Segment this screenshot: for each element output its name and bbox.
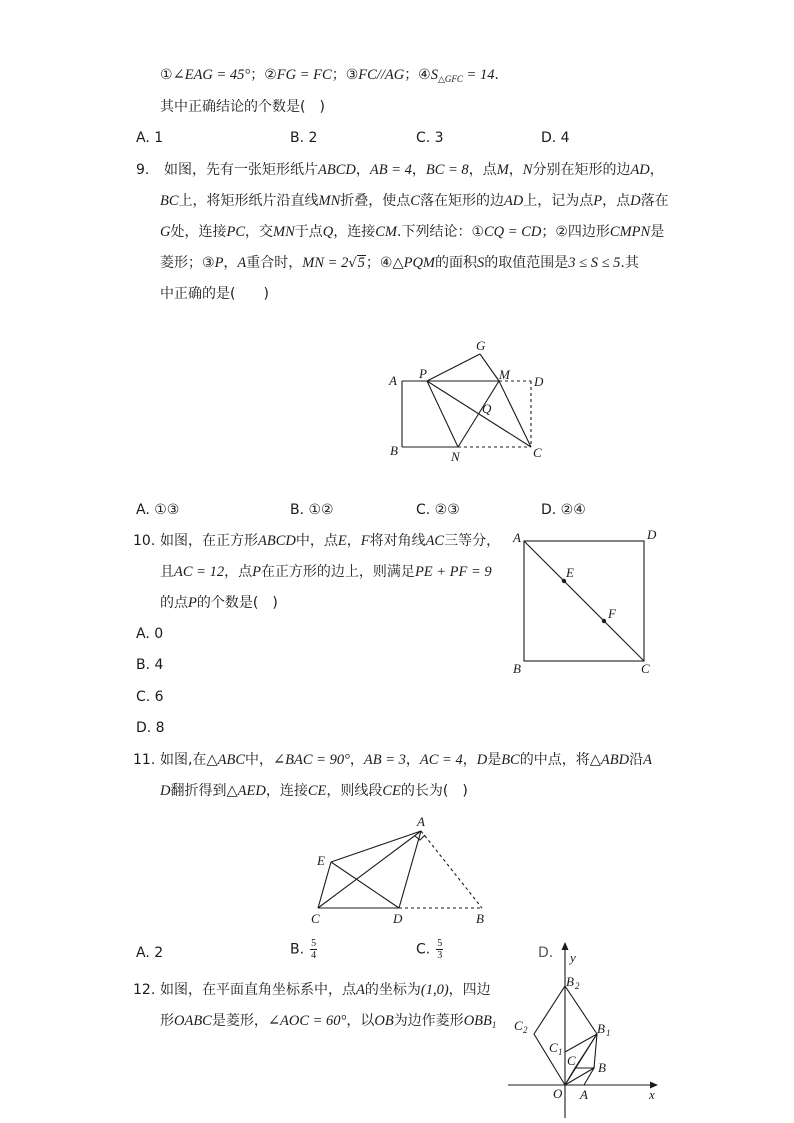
text-run: 上，记为点 (523, 193, 594, 209)
option-letter: B. (290, 941, 305, 958)
text-run: 是 (650, 224, 665, 240)
q8-question: 其中正确结论的个数是( ) (160, 99, 325, 115)
text-run: 的取值范围是 (484, 255, 569, 271)
label-d: D (647, 527, 657, 542)
text-run: ；③ (331, 67, 359, 83)
text-run: 上，将矩形纸片沿直线 (178, 193, 319, 209)
math-run: △AED (226, 783, 266, 799)
text-run: ， (405, 752, 420, 768)
text-run: ；④ (404, 67, 431, 83)
text-run: ，点 (602, 193, 631, 209)
q8-option-d[interactable]: D. 4 (541, 130, 570, 146)
math-run: CQ = CD (484, 224, 542, 240)
text-run: 形 (160, 1013, 174, 1029)
label-c2-subscript: 2 (523, 1025, 528, 1035)
edge-ec (318, 862, 331, 908)
math-run: △ABD (589, 752, 630, 768)
math-run: P (252, 564, 261, 580)
q8-option-a[interactable]: A. 1 (136, 130, 164, 146)
label-b1-subscript: 1 (606, 1028, 611, 1038)
label-f: F (608, 606, 616, 621)
text-run: 是 (487, 752, 502, 768)
q10-figure (508, 528, 665, 680)
q9-line-3 (160, 222, 664, 242)
label-c: C (311, 911, 320, 926)
text-run: ，点 (468, 162, 497, 178)
label-b: B (598, 1060, 606, 1075)
math-run: MN = 2 (302, 255, 349, 271)
point-f (602, 619, 606, 623)
q10-line-1 (160, 531, 500, 551)
q11-option-a[interactable]: A. 2 (136, 945, 164, 961)
text-run: 为边作菱形 (393, 1013, 464, 1029)
q9-line-5 (160, 284, 269, 304)
label-c1: C (549, 1040, 558, 1055)
math-run: CM (375, 224, 397, 240)
math-run: AC (425, 533, 445, 549)
text-run: 在正方形的边上，则满足 (260, 564, 415, 580)
edge-gm (480, 354, 499, 381)
q10-option-a[interactable]: A. 0 (136, 626, 164, 642)
text-run: ， (411, 162, 426, 178)
math-run: 3 ≤ S ≤ 5 (568, 255, 621, 271)
text-run: ；② (250, 67, 277, 83)
fraction-denominator: 3 (437, 950, 443, 961)
edge-ad (399, 831, 421, 908)
math-run: ∠EAG = 45° (172, 67, 251, 83)
q10-option-c[interactable]: C. 6 (136, 689, 164, 705)
text-run: 中，点 (295, 533, 338, 549)
label-b: B (390, 443, 398, 458)
diagonal-ac (524, 541, 644, 661)
edge-ed (331, 862, 399, 908)
math-run: S (430, 67, 438, 83)
q11-option-c[interactable] (416, 938, 443, 968)
math-run: CE (307, 783, 327, 799)
label-c: C (641, 661, 650, 676)
label-p: P (419, 366, 427, 381)
edge-pg (427, 354, 480, 381)
fraction-denominator: 4 (311, 950, 317, 961)
text-run: ， (462, 752, 477, 768)
label-b: B (513, 661, 521, 676)
math-run: ∠AOC = 60° (267, 1013, 347, 1029)
text-run: 分别在矩形的边 (532, 162, 631, 178)
q12-figure (500, 938, 665, 1120)
text-run: 的点 (160, 595, 188, 611)
q11-option-b[interactable] (290, 938, 317, 968)
math-run: M (496, 162, 509, 178)
label-b1: B (597, 1021, 605, 1036)
q10-line-2 (160, 562, 492, 582)
text-run: 如图,在 (160, 752, 207, 768)
text-run: ， (349, 752, 364, 768)
q9-figure (380, 335, 550, 465)
option-letter: C. (416, 941, 431, 958)
label-o: O (553, 1086, 563, 1101)
text-run: ；②四边形 (541, 224, 610, 240)
math-run: OBB (463, 1013, 492, 1029)
q11-line-2 (160, 781, 468, 801)
square-root (348, 255, 366, 271)
q9-option-d[interactable]: D. ②④ (541, 502, 586, 518)
edge-mn (458, 381, 499, 447)
label-a: A (513, 530, 521, 545)
math-run: G (160, 224, 171, 240)
label-e: E (317, 853, 325, 868)
math-run: D (630, 193, 641, 209)
math-run: ABCD (258, 533, 296, 549)
text-run: ， (346, 533, 361, 549)
text-run: 处，连接 (170, 224, 227, 240)
label-g: G (476, 338, 486, 353)
label-b: B (476, 911, 484, 926)
text-run: 的面积 (435, 255, 477, 271)
math-run: OABC (174, 1013, 212, 1029)
fraction (310, 938, 317, 961)
y-axis-arrow-icon (562, 942, 569, 950)
q8-option-c[interactable]: C. 3 (416, 130, 444, 146)
fraction-numerator: 5 (437, 938, 443, 949)
math-subscript: △GFC (438, 74, 463, 84)
text-run: 沿 (629, 752, 644, 768)
q12-number: 12. (133, 982, 156, 998)
text-run: 如图，在正方形 (160, 533, 258, 549)
math-run: C (410, 193, 420, 209)
text-run: ，连接 (333, 224, 376, 240)
q11-number: 11. (133, 752, 156, 768)
text-run: 于点 (294, 224, 323, 240)
q10-option-d[interactable]: D. 8 (136, 720, 165, 736)
math-run: BC (501, 752, 520, 768)
text-run: 的中点，将 (519, 752, 590, 768)
text-run: ，点 (224, 564, 253, 580)
label-c: C (533, 445, 542, 460)
text-run: 落在 (640, 193, 669, 209)
label-c: C (567, 1053, 576, 1068)
math-run: AB = 3 (363, 752, 406, 768)
text-run: 的长为( ) (400, 783, 468, 799)
math-subscript: 1 (491, 1020, 497, 1030)
math-run: P (188, 595, 197, 611)
label-b2-subscript: 2 (575, 981, 580, 991)
text-run: .下列结论：① (397, 224, 485, 240)
text-run: 中， (245, 752, 273, 768)
math-run: ABCD (318, 162, 356, 178)
segment-c-b1 (575, 1034, 597, 1068)
math-run: OB (374, 1013, 394, 1029)
math-run: A (237, 255, 247, 271)
q9-line-2 (160, 191, 669, 211)
q9-option-b[interactable]: B. ①② (290, 502, 334, 518)
text-run: ， (355, 162, 370, 178)
math-run: MN (273, 224, 295, 240)
radicand: 5 (357, 255, 365, 271)
label-e: E (566, 565, 574, 580)
text-run: ． (494, 67, 509, 83)
text-run: 菱形；③ (160, 255, 215, 271)
math-run: S (477, 255, 485, 271)
text-run: 将对角线 (369, 533, 426, 549)
math-run: FC//AG (358, 67, 405, 83)
math-run: AD (630, 162, 650, 178)
label-d: D (393, 911, 403, 926)
text-run: 三等分， (444, 533, 501, 549)
text-run: 折叠，使点 (340, 193, 411, 209)
fraction-numerator: 5 (311, 938, 317, 949)
q9-option-c[interactable]: C. ②③ (416, 502, 460, 518)
text-run: ；④ (365, 255, 393, 271)
q9-line-1 (164, 160, 664, 180)
diagonal-ob (565, 1068, 594, 1085)
text-run: ， (649, 162, 664, 178)
math-run: FG = FC (276, 67, 332, 83)
text-run: 落在矩形的边 (419, 193, 504, 209)
label-d: D (534, 374, 544, 389)
math-run: A (356, 982, 365, 998)
text-run: ， (223, 255, 238, 271)
math-run: AC = 4 (419, 752, 463, 768)
text-run: ，以 (346, 1013, 375, 1029)
text-run: .其 (620, 255, 639, 271)
q11-option-d[interactable]: D. (538, 945, 554, 961)
math-run: ∠BAC = 90° (273, 752, 350, 768)
text-run: ，交 (245, 224, 274, 240)
radical-sign: √ (348, 256, 357, 271)
label-c2: C (514, 1018, 523, 1033)
text-run: ，则线段 (326, 783, 383, 799)
math-run: D (476, 752, 488, 768)
label-n: N (451, 449, 460, 464)
text-run: 重合时， (246, 255, 303, 271)
q9-option-a[interactable]: A. ①③ (136, 502, 180, 518)
label-x: x (649, 1087, 655, 1102)
label-c1-subscript: 1 (558, 1047, 563, 1057)
label-q: Q (482, 401, 492, 416)
label-a: A (580, 1087, 588, 1102)
math-run: F (360, 533, 370, 549)
q8-statements (160, 65, 508, 85)
label-a: A (389, 373, 397, 388)
text-run: 的坐标为 (364, 982, 421, 998)
text-run: 中正确的是( ) (160, 286, 269, 302)
math-run: BC = 8 (425, 162, 469, 178)
q11-figure (305, 812, 495, 930)
math-run: Q (322, 224, 334, 240)
label-y: y (570, 950, 576, 965)
q9-number: 9. (136, 162, 150, 178)
math-run: A (643, 752, 652, 768)
q10-option-b[interactable]: B. 4 (136, 657, 164, 673)
text-run: ， (508, 162, 523, 178)
text-run: ，四边 (448, 982, 491, 998)
label-b2: B (566, 974, 574, 989)
math-run: MN (318, 193, 341, 209)
fraction (436, 938, 443, 961)
math-run: △PQM (392, 255, 435, 271)
q9-line-4 (160, 253, 639, 273)
math-run: AB = 4 (369, 162, 412, 178)
math-run: P (214, 255, 224, 271)
math-run: BC (160, 193, 179, 209)
math-run: PE + PF = 9 (414, 564, 492, 580)
math-run: CE (382, 783, 401, 799)
q11-line-1 (160, 750, 652, 770)
label-m: M (499, 367, 510, 382)
math-run: △ABC (206, 752, 245, 768)
q10-number: 10. (133, 533, 156, 549)
math-run: CMPN (609, 224, 651, 240)
q12-line-1 (160, 980, 491, 1000)
math-run: PC (226, 224, 246, 240)
text-run: 如图，先有一张矩形纸片 (164, 162, 318, 178)
q8-option-b[interactable]: B. 2 (290, 130, 318, 146)
edge-ab (421, 831, 482, 908)
edge-ac (318, 831, 421, 908)
math-run: P (593, 193, 603, 209)
math-run: N (522, 162, 533, 178)
label-a: A (417, 814, 425, 829)
text-run: ，连接 (265, 783, 308, 799)
edge-ea (331, 831, 421, 862)
math-run: E (337, 533, 347, 549)
math-run: AC = 12 (174, 564, 225, 580)
math-run: = 14 (462, 67, 495, 83)
text-run: 如图，在平面直角坐标系中，点 (160, 982, 356, 998)
q10-line-3 (160, 593, 278, 613)
text-run: 翻折得到 (170, 783, 227, 799)
text-run: 且 (160, 564, 174, 580)
text-run: ① (160, 67, 173, 83)
math-run: D (160, 783, 171, 799)
text-run: 的个数是( ) (196, 595, 278, 611)
text-run: 是菱形， (211, 1013, 268, 1029)
q12-line-2 (160, 1011, 496, 1031)
math-run: AD (503, 193, 524, 209)
math-run: (1,0) (420, 982, 449, 998)
